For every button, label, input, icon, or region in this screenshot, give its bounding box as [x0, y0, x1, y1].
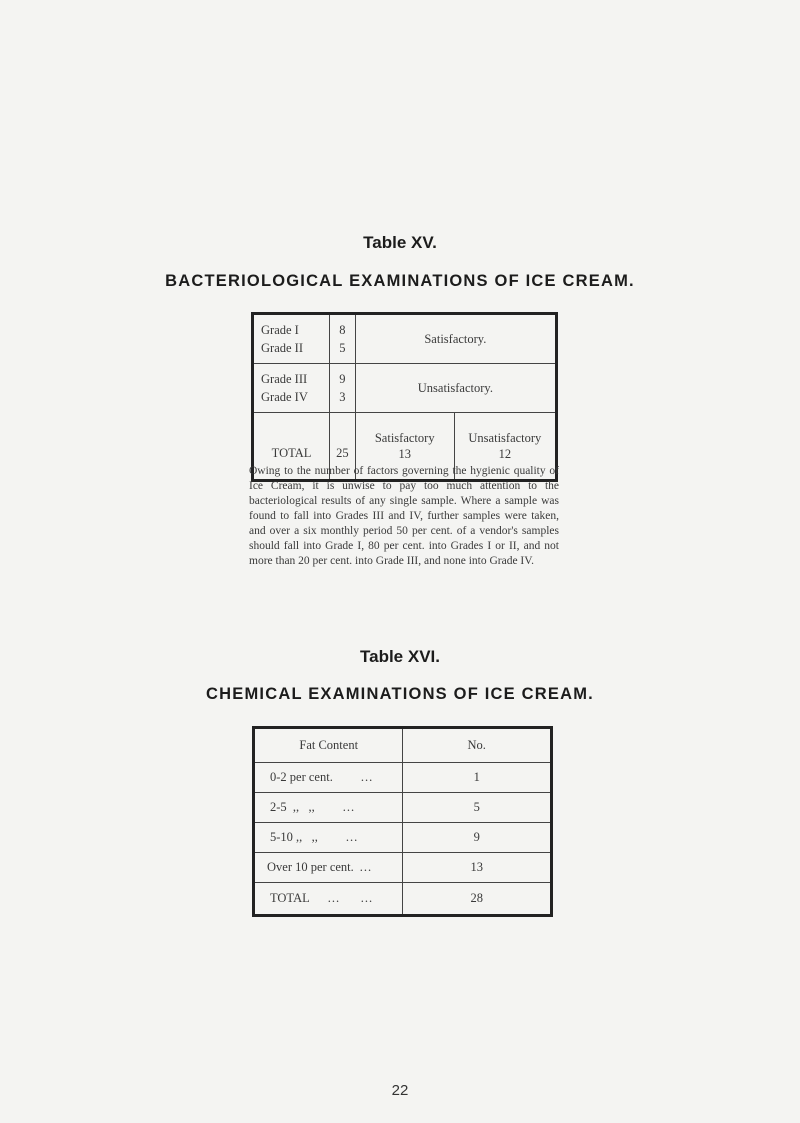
column-header-fat-content: Fat Content	[254, 728, 403, 763]
page-number: 22	[391, 1082, 409, 1099]
total-count: 25	[330, 413, 356, 481]
fat-range-cell	[254, 793, 403, 823]
fat-range-label: 2-5 ,, ,,	[270, 800, 315, 814]
total-value: 28	[403, 883, 552, 916]
grade-count: 8	[339, 323, 346, 337]
total-label: TOTAL	[253, 413, 330, 481]
grade-label: Grade IV	[261, 390, 308, 404]
total-row	[254, 883, 552, 916]
grade-labels-cell	[253, 364, 330, 413]
unsatisfactory-count: 12	[498, 447, 512, 461]
table-row	[254, 763, 552, 793]
chemical-table	[252, 726, 553, 917]
leader-dots: ...	[359, 860, 373, 874]
fat-range-label: 0-2 per cent.	[270, 770, 333, 784]
leader-dots: ...	[345, 830, 359, 844]
count-cell: 9	[403, 823, 552, 853]
result-cell: Satisfactory.	[355, 314, 556, 364]
count-cell: 1	[403, 763, 552, 793]
grade-label: Grade III	[261, 372, 308, 386]
header-row	[254, 728, 552, 763]
table-xv-heading: BACTERIOLOGICAL EXAMINATIONS OF ICE CREAM.	[165, 272, 635, 290]
grade-label: Grade I	[261, 323, 299, 337]
bacteriological-table	[251, 312, 558, 482]
table-row	[253, 314, 557, 364]
count-cell: 13	[403, 853, 552, 883]
satisfactory-count: 13	[398, 447, 411, 461]
leader-dots: ...	[360, 770, 374, 784]
table-row	[254, 823, 552, 853]
unsatisfactory-label: Unsatisfactory	[468, 431, 542, 445]
table-xvi-title: Table XVI.	[360, 647, 440, 666]
fat-range-cell	[254, 823, 403, 853]
grade-count: 3	[339, 390, 346, 404]
leader-dots: ...	[342, 800, 356, 814]
fat-range-cell	[254, 763, 403, 793]
table-xv-title: Table XV.	[363, 233, 437, 252]
grade-count: 5	[339, 341, 346, 355]
total-label: TOTAL	[270, 891, 310, 905]
total-cell	[254, 883, 403, 916]
leader-dots: ... ...	[327, 891, 374, 905]
fat-range-label: 5-10 ,, ,,	[270, 830, 318, 844]
table-row	[253, 364, 557, 413]
count-cell: 5	[403, 793, 552, 823]
explanatory-paragraph: Owing to the number of factors governing the hygienic quality of Ice Cream, it is unwise to pay too much attention to the bacteriological results of any single sample. Where a sample was found to fall into Grades III and IV, further samples were taken, and over a six monthly period 50 per cent. of a vendor's samples should fall into Grade I, 80 per cent. into Grades I or II, and not more than 20 per cent. into Grade III, and none into Grade IV.	[249, 465, 559, 567]
grade-label: Grade II	[261, 341, 303, 355]
satisfactory-label: Satisfactory	[374, 431, 435, 445]
fat-range-cell	[254, 853, 403, 883]
column-header-number: No.	[403, 728, 552, 763]
grade-counts-cell	[330, 364, 356, 413]
grade-labels-cell	[253, 314, 330, 364]
result-cell: Unsatisfactory.	[355, 364, 556, 413]
table-row	[254, 793, 552, 823]
table-xvi-heading: CHEMICAL EXAMINATIONS OF ICE CREAM.	[206, 685, 594, 703]
table-row	[254, 853, 552, 883]
grade-counts-cell	[330, 314, 356, 364]
grade-count: 9	[339, 372, 346, 386]
fat-range-label: Over 10 per cent.	[267, 860, 354, 874]
